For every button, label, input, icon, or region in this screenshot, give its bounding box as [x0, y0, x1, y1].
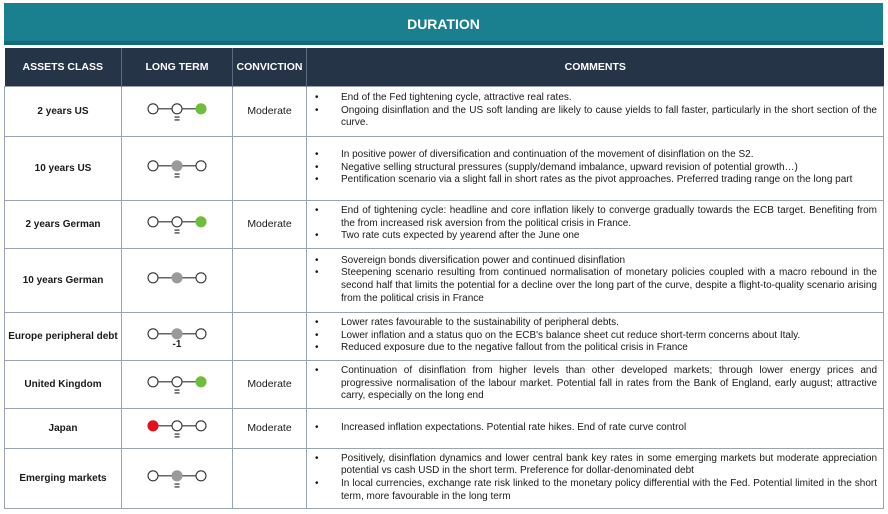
left-dot: [148, 329, 158, 339]
comments-list: [313, 453, 877, 503]
left-dot: [148, 104, 158, 114]
comments-list: [313, 92, 877, 130]
comments-cell: [307, 200, 884, 248]
asset-name: 10 years German: [5, 248, 122, 312]
comment-item: • In local currencies, exchange rate risk linked to the monetary policy differential with the Fed. Potential limited in the short term, more favourable in the long term: [313, 478, 877, 503]
comment-item: • Negative selling structural pressures (supply/demand imbalance, upward revision of potential growth…): [313, 162, 877, 175]
comment-item: • Positively, disinflation dynamics and lower central bank key rates in some emerging markets but moderate appreciation potential vs cash USD in the short term. Preference for dollar-denominated debt: [313, 453, 877, 478]
header-assets-class: ASSETS CLASS: [5, 48, 122, 86]
middle-dot: [172, 217, 182, 227]
long-term-indicator: [122, 200, 233, 248]
comment-item: • Continuation of disinflation from higher levels than other developed markets; through lower energy prices and progressive normalisation of the labour market. Potential fall in rates from the Bank of England, early august; attractive carry, especially on the long end: [313, 365, 877, 403]
header-comments: COMMENTS: [307, 48, 884, 86]
long-term-indicator: [122, 448, 233, 508]
active-left-dot: [148, 421, 158, 431]
long-term-indicator: [122, 408, 233, 448]
comments-list: [313, 255, 877, 305]
comments-list: [313, 149, 877, 187]
right-dot: [196, 471, 206, 481]
table-row: [5, 136, 884, 200]
comment-item: • End of tightening cycle: headline and core inflation likely to converge gradually towards the ECB target. Benefiting from the from increased risk aversion from the political crisis in France.: [313, 205, 877, 230]
long-term-sign: =: [174, 431, 180, 442]
left-dot: [148, 471, 158, 481]
comments-cell: [307, 136, 884, 200]
comment-item: • In positive power of diversification and continuation of the movement of disinflation on the S2.: [313, 149, 877, 162]
comment-item: • Pentification scenario via a slight fall in short rates as the pivot approaches. Preferred trading range on the long part: [313, 174, 877, 187]
asset-name: 2 years US: [5, 86, 122, 136]
table-row: [5, 408, 884, 448]
long-term-indicator: [122, 136, 233, 200]
long-term-indicator: [122, 248, 233, 312]
long-term-indicator: [122, 360, 233, 408]
right-dot: [196, 421, 206, 431]
comment-item: • Ongoing disinflation and the US soft landing are likely to cause yields to fall faster, particularly in the short section of the curve.: [313, 105, 877, 130]
conviction-value: [233, 312, 307, 360]
conviction-value: Moderate: [233, 408, 307, 448]
comments-list: [313, 317, 877, 355]
comments-list: [313, 365, 877, 403]
table-row: [5, 248, 884, 312]
comment-item: • Lower inflation and a status quo on the ECB's balance sheet cut reduce short-term concerns about Italy.: [313, 330, 877, 343]
table-row: [5, 86, 884, 136]
active-middle-dot: [172, 273, 182, 283]
comments-list: [313, 422, 877, 435]
conviction-value: [233, 248, 307, 312]
active-middle-dot: [172, 329, 182, 339]
long-term-sign: =: [174, 227, 180, 238]
middle-dot: [172, 421, 182, 431]
long-term-indicator: [122, 312, 233, 360]
header-conviction: CONVICTION: [233, 48, 307, 86]
dots-graphic: [146, 267, 208, 289]
active-middle-dot: [172, 471, 182, 481]
asset-name: 10 years US: [5, 136, 122, 200]
page-title: DURATION: [4, 3, 883, 45]
asset-name: Japan: [5, 408, 122, 448]
table-row: [5, 312, 884, 360]
asset-name: Europe peripheral debt: [5, 312, 122, 360]
active-right-dot: [196, 104, 206, 114]
left-dot: [148, 377, 158, 387]
long-term-sign: =: [174, 114, 180, 125]
right-dot: [196, 273, 206, 283]
duration-table: [4, 48, 884, 509]
comment-item: • Reduced exposure due to the negative fallout from the political crisis in France: [313, 342, 877, 355]
position-dots: [146, 267, 208, 289]
long-term-sign: =: [174, 481, 180, 492]
conviction-value: Moderate: [233, 360, 307, 408]
comment-item: • Sovereign bonds diversification power and continued disinflation: [313, 255, 877, 268]
asset-name: Emerging markets: [5, 448, 122, 508]
long-term-sign: =: [174, 171, 180, 182]
comment-item: • Two rate cuts expected by yearend after the June one: [313, 230, 877, 243]
conviction-value: Moderate: [233, 86, 307, 136]
conviction-value: Moderate: [233, 200, 307, 248]
header-row: [5, 48, 884, 86]
comments-list: [313, 205, 877, 243]
comments-cell: [307, 312, 884, 360]
left-dot: [148, 273, 158, 283]
conviction-value: [233, 136, 307, 200]
comment-item: • Steepening scenario resulting from continued normalisation of monetary policies coupled with a macro rebound in the second half that limits the potential for a decline over the long part of the curve, despite a flight-to-quality scenario arising from the political crisis in France: [313, 267, 877, 305]
left-dot: [148, 161, 158, 171]
comments-cell: [307, 448, 884, 508]
comments-cell: [307, 248, 884, 312]
long-term-indicator: [122, 86, 233, 136]
asset-name: United Kingdom: [5, 360, 122, 408]
table-row: [5, 360, 884, 408]
header-long-term: LONG TERM: [122, 48, 233, 86]
comment-item: • Increased inflation expectations. Potential rate hikes. End of rate curve control: [313, 422, 877, 435]
comments-cell: [307, 86, 884, 136]
middle-dot: [172, 377, 182, 387]
right-dot: [196, 161, 206, 171]
left-dot: [148, 217, 158, 227]
asset-name: 2 years German: [5, 200, 122, 248]
table-row: [5, 200, 884, 248]
long-term-sign: -1: [172, 339, 182, 350]
active-right-dot: [196, 377, 206, 387]
comment-item: • End of the Fed tightening cycle, attractive real rates.: [313, 92, 877, 105]
comment-item: • Lower rates favourable to the sustainability of peripheral debts.: [313, 317, 877, 330]
long-term-sign: =: [174, 387, 180, 398]
comments-cell: [307, 360, 884, 408]
comments-cell: [307, 408, 884, 448]
active-right-dot: [196, 217, 206, 227]
conviction-value: [233, 448, 307, 508]
right-dot: [196, 329, 206, 339]
active-middle-dot: [172, 161, 182, 171]
middle-dot: [172, 104, 182, 114]
table-row: [5, 448, 884, 508]
